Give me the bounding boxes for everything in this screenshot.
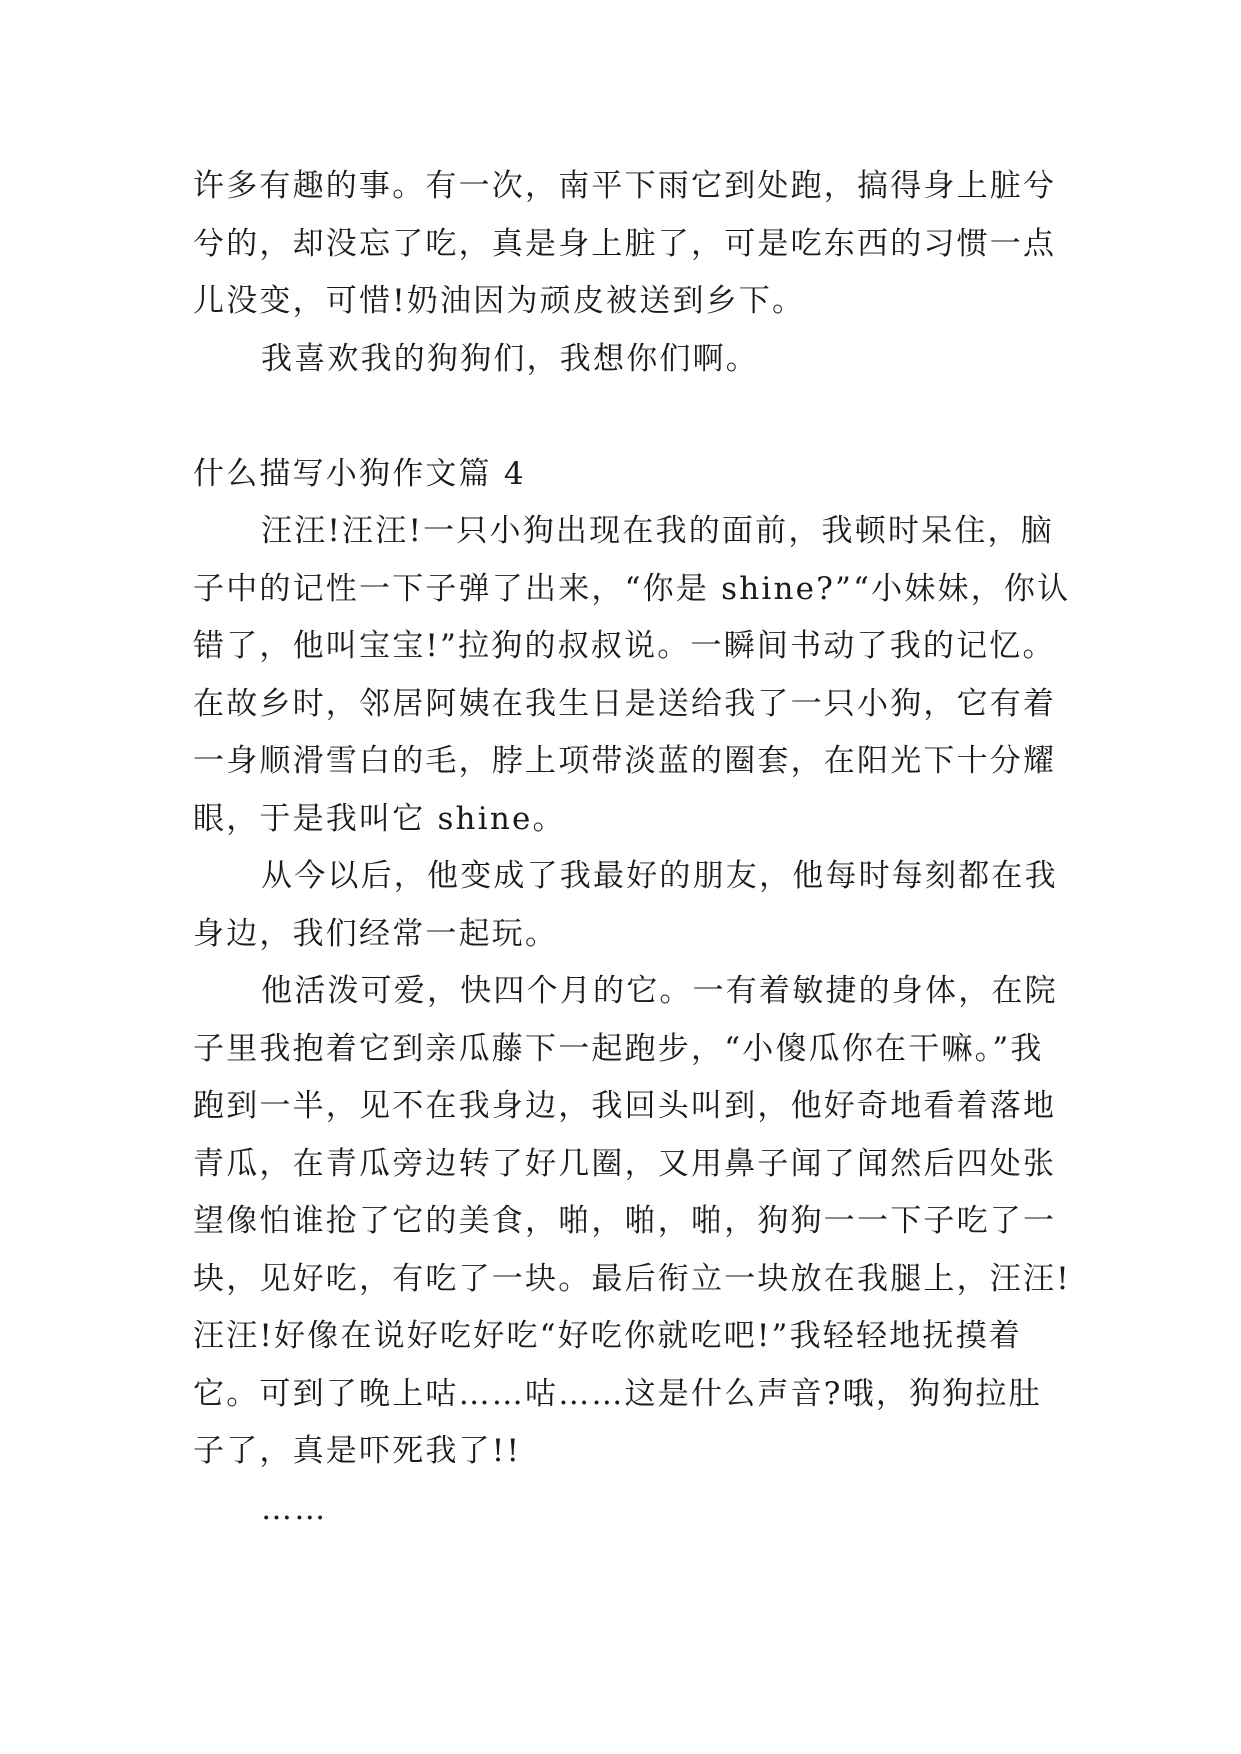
section-paragraph-1-line-1: 汪汪!汪汪!一只小狗出现在我的面前，我顿时呆住，脑 xyxy=(261,513,1054,549)
paragraph-1-line-3: 儿没变，可惜!奶油因为顽皮被送到乡下。 xyxy=(193,283,806,319)
section-paragraph-1-line-2: 子中的记性一下子弹了出来，“你是 shine?”“小妹妹，你认 xyxy=(193,570,1071,607)
section-paragraph-1-line-5: 一身顺滑雪白的毛，脖上项带淡蓝的圈套，在阳光下十分耀 xyxy=(193,743,1057,779)
section-paragraph-3-line-2: 子里我抱着它到亲瓜藤下一起跑步，“小傻瓜你在干嘛。”我 xyxy=(193,1030,1044,1067)
section-gap xyxy=(193,388,1073,446)
section-paragraph-3-line-9: 子了，真是吓死我了!! xyxy=(193,1433,522,1469)
section-paragraph-2-line-1: 从今以后，他变成了我最好的朋友，他每时每刻都在我 xyxy=(261,858,1058,894)
section-paragraph-3-line-4: 青瓜，在青瓜旁边转了好几圈，又用鼻子闻了闻然后四处张 xyxy=(193,1145,1057,1182)
section-paragraph-3-line-5: 望像怕谁抢了它的美食，啪，啪，啪，狗狗一一下子吃了一 xyxy=(193,1203,1057,1239)
paragraph-2-line-1: 我喜欢我的狗狗们，我想你们啊。 xyxy=(261,340,759,377)
paragraph-1-line-1: 许多有趣的事。有一次，南平下雨它到处跑，搞得身上脏兮 xyxy=(193,168,1057,204)
section-paragraph-1-line-3: 错了，他叫宝宝!”拉狗的叔叔说。一瞬间书动了我的记忆。 xyxy=(193,628,1056,664)
section-paragraph-3-line-8: 它。可到了晚上咕……咕……这是什么声音?哦，狗狗拉肚 xyxy=(193,1375,1042,1412)
section-paragraph-3-line-1: 他活泼可爱，快四个月的它。一有着敏捷的身体，在院 xyxy=(261,973,1058,1009)
section-title: 什么描写小狗作文篇 4 xyxy=(193,455,526,492)
section-paragraph-4-line-1: …… xyxy=(261,1490,328,1527)
section-paragraph-3-line-3: 跑到一半，见不在我身边，我回头叫到，他好奇地看着落地 xyxy=(193,1088,1057,1124)
section-paragraph-1-line-4: 在故乡时，邻居阿姨在我生日是送给我了一只小狗，它有着 xyxy=(193,685,1057,722)
section-paragraph-3-line-7: 汪汪!好像在说好吃好吃“好吃你就吃吧!”我轻轻地抚摸着 xyxy=(193,1318,1023,1354)
section-paragraph-2-line-2: 身边，我们经常一起玩。 xyxy=(193,915,559,952)
document-text xyxy=(193,158,1073,1538)
paragraph-1-line-2: 兮的，却没忘了吃，真是身上脏了，可是吃东西的习惯一点 xyxy=(193,225,1057,262)
section-paragraph-3-line-6: 块，见好吃，有吃了一块。最后衔立一块放在我腿上，汪汪! xyxy=(193,1260,1071,1297)
section-paragraph-1-line-6: 眼，于是我叫它 shine。 xyxy=(193,800,566,837)
